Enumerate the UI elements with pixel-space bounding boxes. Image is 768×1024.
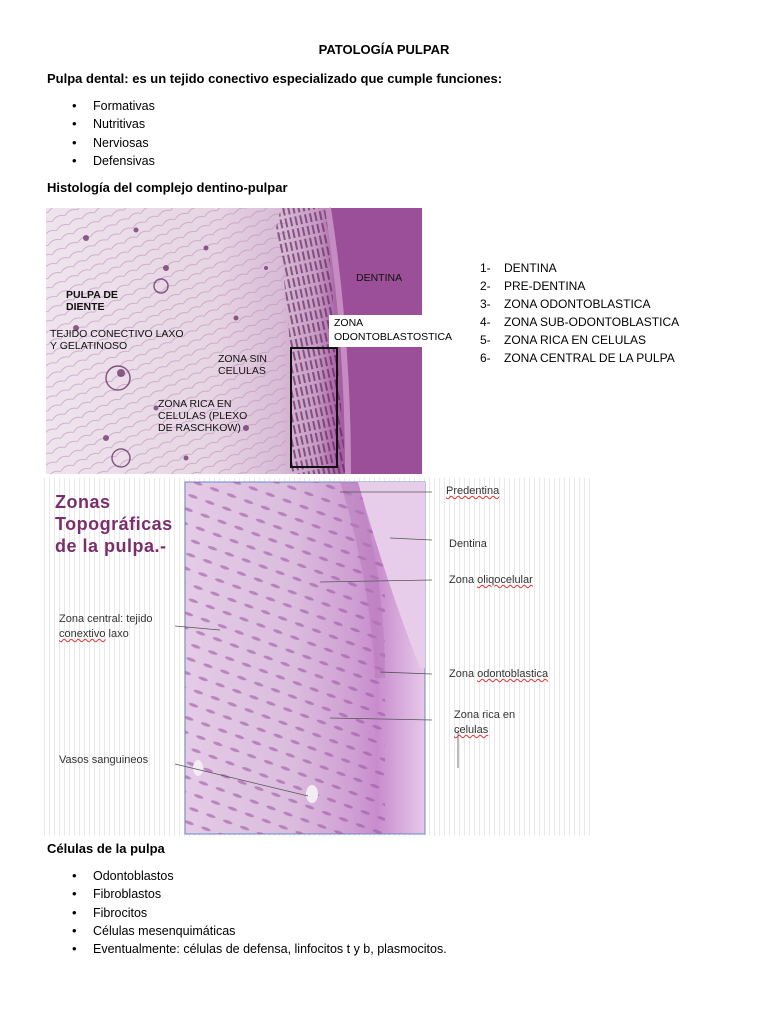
topography-figure [40, 478, 592, 836]
label-zona-central: Zona central: tejido conextivo laxo [59, 613, 153, 640]
legend-item: 4- ZONA SUB-ODONTOBLASTICA [480, 315, 680, 329]
intro-text: Pulpa dental: es un tejido conectivo especializado que cumple funciones: [47, 71, 503, 86]
histology-image [46, 208, 453, 474]
label-vasos: Vasos sanguineos [59, 754, 149, 766]
legend-item: 1- DENTINA [480, 261, 557, 275]
histology-heading: Histología del complejo dentino-pulpar [47, 180, 288, 195]
zone-legend [480, 259, 679, 367]
label-zona-rica: Zona rica en celulas [454, 709, 516, 736]
list-item: • Defensivas [47, 152, 155, 170]
label-pulpa: PULPA DE DIENTE [66, 289, 118, 313]
list-item: • Células mesenquimáticas [47, 922, 447, 940]
list-item: • Odontoblastos [47, 867, 447, 885]
label-zona-odontoblastica: Zona odontoblastica [449, 668, 549, 680]
label-dentina: Dentina [449, 538, 487, 550]
label-predentina: Predentina [446, 485, 500, 497]
label-zona-sin: ZONA SIN CELULAS [218, 353, 268, 377]
legend-item: 6- ZONA CENTRAL DE LA PULPA [480, 351, 675, 365]
label-dentina: DENTINA [356, 272, 403, 284]
topography-title: Zonas Topográficas de la pulpa.- [55, 492, 173, 556]
list-item: • Eventualmente: células de defensa, linfocitos t y b, plasmocitos. [47, 940, 447, 958]
page-title: PATOLOGÍA PULPAR [318, 42, 450, 57]
label-zona-odonto: ZONA ODONTOBLASTOSTICA [329, 315, 456, 347]
list-item: • Nerviosas [47, 134, 155, 152]
highlight-box [290, 347, 338, 468]
label-tejido: TEJIDO CONECTIVO LAXO Y GELATINOSO [50, 328, 184, 352]
cells-list [47, 867, 447, 958]
list-item: • Fibrocitos [47, 904, 447, 922]
list-item: • Formativas [47, 97, 155, 115]
legend-item: 5- ZONA RICA EN CELULAS [480, 333, 647, 347]
functions-list [47, 97, 155, 170]
label-zona-oligocelular: Zona oliqocelular [449, 574, 533, 586]
legend-item: 2- PRE-DENTINA [480, 279, 586, 293]
list-item: • Nutritivas [47, 115, 155, 133]
cells-heading: Células de la pulpa [47, 841, 165, 856]
legend-item: 3- ZONA ODONTOBLASTICA [480, 297, 651, 311]
list-item: • Fibroblastos [47, 885, 447, 903]
label-zona-rica: ZONA RICA EN CELULAS (PLEXO DE RASCHKOW) [158, 398, 248, 434]
